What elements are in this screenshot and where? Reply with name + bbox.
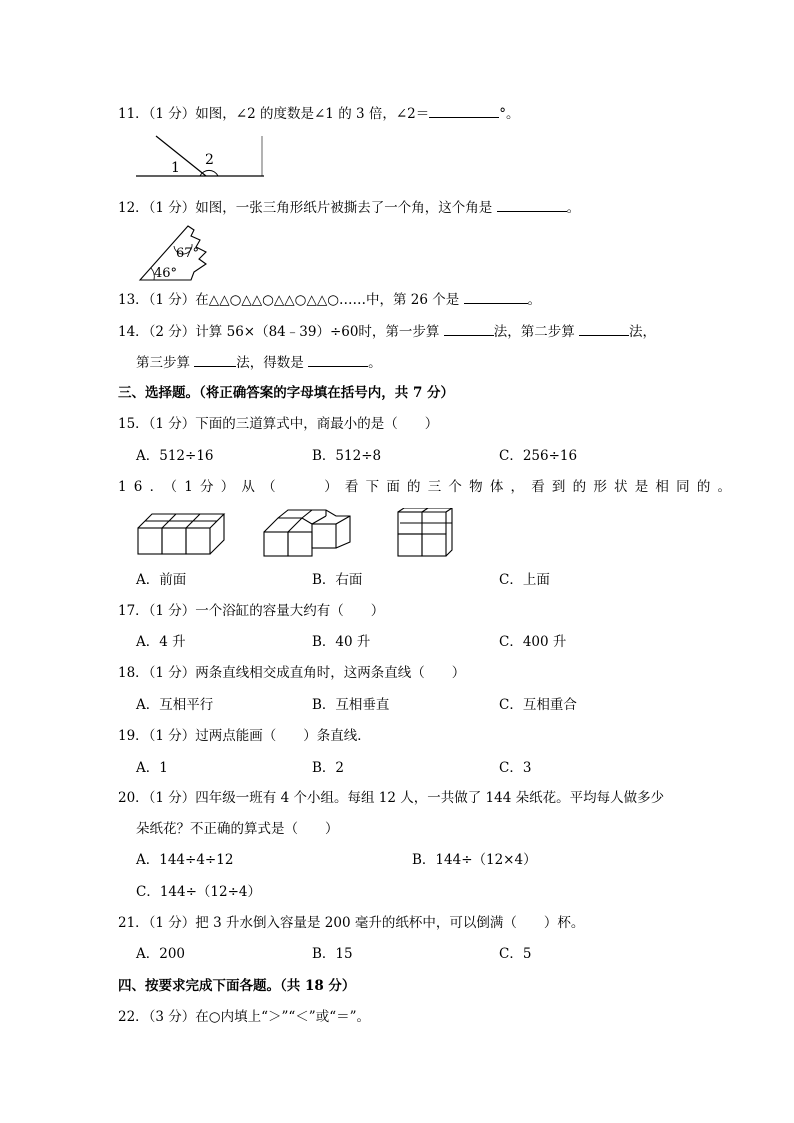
question-17: 17．（1 分）一个浴缸的容量大约有（ ） bbox=[118, 603, 385, 619]
question-16: 16．（1分）从（ ）看下面的三个物体，看到的形状是相同的。 bbox=[118, 479, 739, 495]
q14-part-e: 法，得数是 bbox=[236, 355, 309, 371]
q14-part-b: 法，第二步算 bbox=[493, 324, 580, 340]
question-20-line1: 20．（1 分）四年级一班有 4 个小组。每组 12 人，一共做了 144 朵纸花。平均每人做多少 bbox=[118, 790, 665, 806]
question-11 bbox=[118, 104, 520, 123]
q16-option-c[interactable]: C．上面 bbox=[499, 572, 550, 588]
object-1 bbox=[138, 514, 224, 554]
question-14-line2 bbox=[136, 353, 382, 372]
question-20-line2: 朵纸花？不正确的算式是（ ） bbox=[136, 821, 339, 837]
q15-option-c[interactable]: C．256÷16 bbox=[499, 448, 578, 464]
ray-line bbox=[156, 136, 206, 176]
q16-option-b[interactable]: B．右面 bbox=[312, 572, 363, 588]
q13-answer-blank[interactable] bbox=[464, 290, 528, 304]
q21-option-a[interactable]: A．200 bbox=[136, 946, 186, 962]
q15-option-a[interactable]: A．512÷16 bbox=[136, 448, 214, 464]
angle-label-2: 2 bbox=[205, 152, 214, 168]
q13-tail: 。 bbox=[527, 292, 542, 308]
angle-label-1: 1 bbox=[171, 160, 180, 176]
q14-blank-2[interactable] bbox=[579, 322, 629, 336]
q19-option-c[interactable]: C．3 bbox=[499, 760, 532, 776]
q20-option-c[interactable]: C．144÷（12÷4） bbox=[136, 884, 261, 900]
q14-part-c: 法， bbox=[629, 324, 657, 340]
q17-option-b[interactable]: B．40 升 bbox=[312, 634, 371, 650]
q15-option-b[interactable]: B．512÷8 bbox=[312, 448, 382, 464]
q14-blank-1[interactable] bbox=[444, 322, 494, 336]
q11-text: 11．（1 分）如图，∠2 的度数是∠1 的 3 倍，∠2＝ bbox=[118, 106, 430, 122]
q14-blank-4[interactable] bbox=[308, 353, 368, 367]
question-14-line1 bbox=[118, 322, 656, 341]
q14-part-f: 。 bbox=[368, 355, 382, 371]
q17-option-a[interactable]: A．4 升 bbox=[136, 634, 186, 650]
question-18: 18．（1 分）两条直线相交成直角时，这两条直线（ ） bbox=[118, 665, 466, 681]
q13-text: 13．（1 分）在△△○△△○△△○△△○……中，第 26 个是 bbox=[118, 292, 464, 308]
torn-triangle-figure bbox=[136, 222, 216, 284]
q18-option-b[interactable]: B．互相垂直 bbox=[312, 697, 390, 713]
q14-blank-3[interactable] bbox=[194, 353, 236, 367]
q19-option-b[interactable]: B．2 bbox=[312, 760, 345, 776]
q12-answer-blank[interactable] bbox=[497, 198, 567, 212]
q14-part-a: 14．（2 分）计算 56×（84﹣39）÷60时，第一步算 bbox=[118, 324, 444, 340]
q20-option-b[interactable]: B．144÷（12×4） bbox=[412, 852, 537, 868]
q21-option-c[interactable]: C．5 bbox=[499, 946, 532, 962]
angle-label-46: 46° bbox=[154, 266, 178, 281]
q12-tail: 。 bbox=[566, 200, 581, 216]
q18-option-c[interactable]: C．互相重合 bbox=[499, 697, 577, 713]
object-2 bbox=[264, 510, 350, 556]
q14-part-d: 第三步算 bbox=[136, 355, 195, 371]
q16-option-a[interactable]: A．前面 bbox=[136, 572, 187, 588]
q17-option-c[interactable]: C．400 升 bbox=[499, 634, 567, 650]
question-15: 15．（1 分）下面的三道算式中，商最小的是（ ） bbox=[118, 416, 439, 432]
question-13 bbox=[118, 290, 541, 309]
question-12 bbox=[118, 198, 580, 217]
angle-label-67: 67° bbox=[176, 246, 200, 261]
section-4-heading: 四、按要求完成下面各题。（共 18 分） bbox=[118, 978, 356, 994]
q11-tail: °。 bbox=[499, 106, 520, 122]
q20-option-a[interactable]: A．144÷4÷12 bbox=[136, 852, 234, 868]
q12-text: 12．（1 分）如图，一张三角形纸片被撕去了一个角，这个角是 bbox=[118, 200, 497, 216]
q18-option-a[interactable]: A．互相平行 bbox=[136, 697, 214, 713]
cube-objects-figure bbox=[136, 508, 462, 560]
question-19: 19．（1 分）过两点能画（ ）条直线． bbox=[118, 728, 371, 744]
q11-answer-blank[interactable] bbox=[429, 104, 499, 118]
section-3-heading: 三、选择题。（将正确答案的字母填在括号内，共 7 分） bbox=[118, 385, 455, 401]
angle-figure bbox=[134, 132, 266, 180]
question-22: 22．（3 分）在○内填上“＞”“＜”或“＝”。 bbox=[118, 1009, 370, 1025]
object-3 bbox=[398, 508, 452, 556]
q21-option-b[interactable]: B．15 bbox=[312, 946, 353, 962]
q19-option-a[interactable]: A．1 bbox=[136, 760, 168, 776]
question-21: 21．（1 分）把 3 升水倒入容量是 200 毫升的纸杯中，可以倒满（ ）杯。 bbox=[118, 915, 585, 931]
